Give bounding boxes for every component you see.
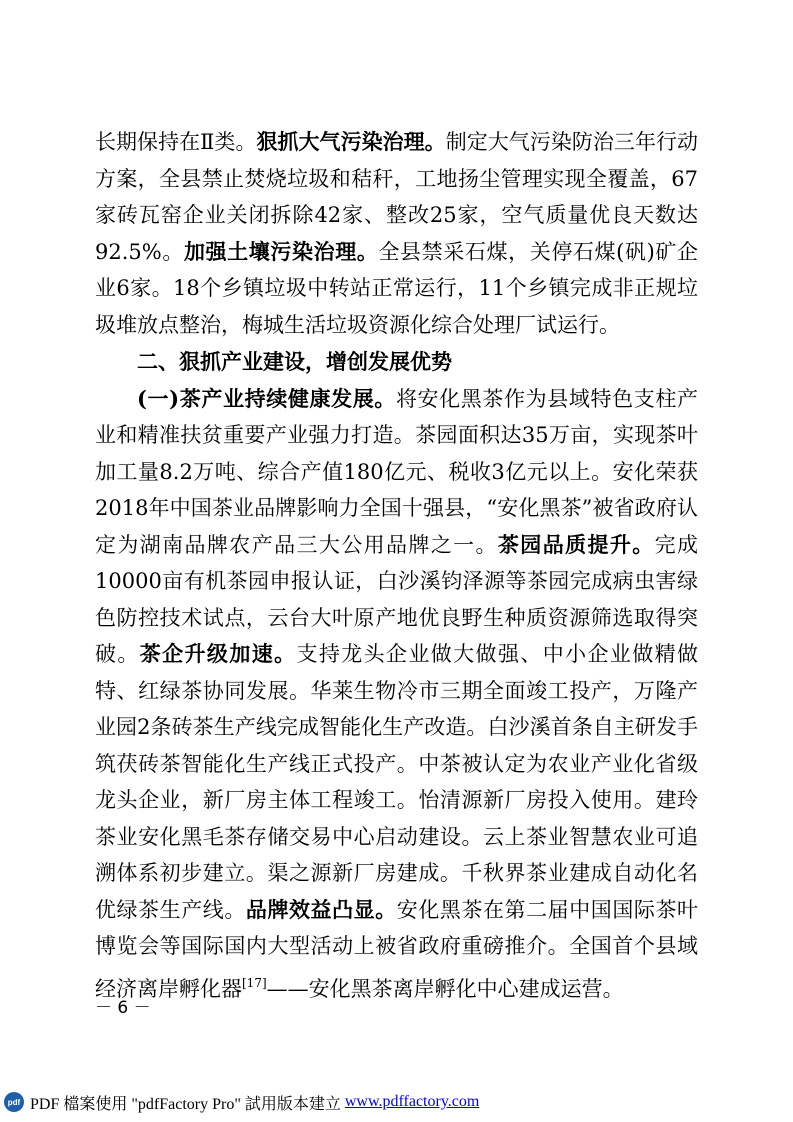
pdf-banner-text: PDF 檔案使用 "pdfFactory Pro" 試用版本建立 [30, 1095, 341, 1113]
page-number: － 6 － [95, 998, 151, 1018]
pdffactory-link[interactable]: www.pdffactory.com [344, 1093, 480, 1110]
bold-heading-upgrade: 茶企升级加速。 [139, 641, 297, 666]
paragraph-tea-industry: (一)茶产业持续健康发展。将安化黑茶作为县域特色支柱产业和精准扶贫重要产业强力打造。茶园面积达35万亩，实现茶叶加工量8.2万吨、综合产值180亿元、税收3亿元以上。安化荣获2018年中国茶业品牌影响力全国十强县，“安化黑茶”被省政府认定为湖南品牌农产品三大公用品牌之一。茶园品质提升。完成10000亩有机茶园申报认证，白沙溪钧泽源等茶园完成病虫害绿色防控技术试点，云台大叶原产地优良野生种质资源筛选取得突破。茶企升级加速。支持龙头企业做大做强、中小企业做精做特、红绿茶协同发展。华莱生物冷市三期全面竣工投产，万隆产业园2条砖茶生产线完成智能化生产改造。白沙溪首条自主研发手筑茯砖茶智能化生产线正式投产。中茶被认定为农业产业化省级龙头企业，新厂房主体工程竣工。怡清源新厂房投入使用。建玲茶业安化黑毛茶存储交易中心启动建设。云上茶业智慧农业可追溯体系初步建立。渠之源新厂房建成。千秋界茶业建成自动化名优绿茶生产线。品牌效益凸显。安化黑茶在第二届中国国际茶叶博览会等国际国内大型活动上被省政府重磅推介。全国首个县域经济离岸孵化器[17]——安化黑茶离岸孵化中心建成运营。 [95, 385, 699, 1001]
section-heading: 二、狠抓产业建设，增创发展优势 [137, 349, 452, 374]
footnote-marker: [17] [242, 975, 267, 990]
pdf-logo-icon: pdf [4, 1092, 24, 1112]
bold-heading-brand: 品牌效益凸显。 [245, 896, 397, 922]
bold-heading-quality: 茶园品质提升。 [497, 531, 655, 557]
document-body [95, 124, 698, 1007]
bold-heading-air: 狠抓大气污染治理。 [256, 129, 446, 154]
pdf-banner [0, 1087, 479, 1117]
bold-heading-soil: 加强土壤污染治理。 [183, 238, 379, 264]
bold-heading-tea: (一)茶产业持续健康发展。 [137, 385, 396, 411]
paragraph-environment: 长期保持在Ⅱ类。狠抓大气污染治理。制定大气污染防治三年行动方案，全县禁止焚烧垃圾和秸秆，工地扬尘管理实现全覆盖，67家砖瓦窑企业关闭拆除42家、整改25家，空气质量优良天数达92.5%。加强土壤污染治理。全县禁采石煤，关停石煤(矾)矿企业6家。18个乡镇垃圾中转站正常运行，11个乡镇完成非正规垃圾堆放点整治，梅城生活垃圾资源化综合处理厂试运行。 [95, 129, 699, 337]
